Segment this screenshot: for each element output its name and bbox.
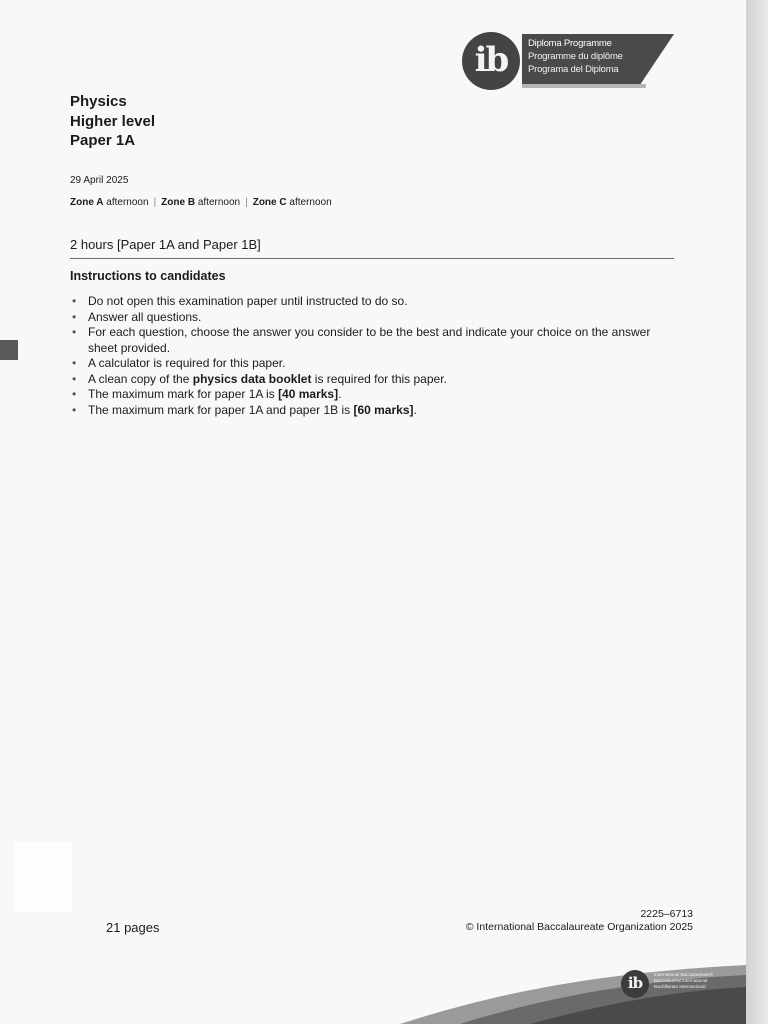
zone-a-label: Zone A bbox=[70, 197, 104, 208]
instruction-item: • A calculator is required for this paper. bbox=[70, 356, 670, 372]
zone-times bbox=[70, 197, 332, 208]
instruction-item: • A clean copy of the physics data booklet is required for this paper. bbox=[70, 372, 670, 388]
exam-date: 29 April 2025 bbox=[70, 175, 129, 186]
exam-duration: 2 hours [Paper 1A and Paper 1B] bbox=[70, 237, 261, 252]
ib-logo-icon: ib bbox=[462, 32, 520, 90]
zone-c-time: afternoon bbox=[289, 197, 332, 208]
instruction-item: • For each question, choose the answer you consider to be the best and indicate your choice on the answer sheet provided. bbox=[70, 325, 670, 356]
logo-shadow bbox=[522, 84, 646, 88]
zone-separator: | bbox=[245, 197, 248, 208]
paper-title: Paper 1A bbox=[70, 132, 136, 149]
instruction-item: • Answer all questions. bbox=[70, 310, 670, 326]
instructions-list bbox=[70, 294, 670, 418]
zone-b-time: afternoon bbox=[197, 197, 241, 208]
copyright-notice: © International Baccalaureate Organization 2025 bbox=[465, 921, 693, 933]
zone-c-label: Zone C bbox=[252, 197, 287, 208]
zone-b-label: Zone B bbox=[161, 197, 196, 208]
page-count: 21 pages bbox=[106, 920, 160, 935]
ib-footer-logo-icon: ib bbox=[621, 970, 649, 998]
logo-line-fr: Programme du diplôme bbox=[528, 51, 623, 62]
paper-code: 2225–6713 bbox=[640, 908, 693, 920]
level-title: Higher level bbox=[70, 112, 156, 130]
marks-emphasis: [60 marks] bbox=[353, 402, 414, 417]
exam-title bbox=[70, 92, 155, 151]
page-edge bbox=[746, 0, 768, 1024]
subject-title: Physics bbox=[70, 93, 127, 110]
footer-logo-names: International Baccalaureate® Baccalauréat International Bachillerato Internacional bbox=[654, 972, 714, 989]
instruction-item: • The maximum mark for paper 1A is [40 marks]. bbox=[70, 387, 670, 403]
data-booklet-emphasis: physics data booklet bbox=[192, 371, 312, 386]
instruction-item: • The maximum mark for paper 1A and paper 1B is [60 marks]. bbox=[70, 403, 670, 419]
marks-emphasis: [40 marks] bbox=[278, 387, 339, 401]
section-divider bbox=[70, 258, 674, 259]
instruction-item: • Do not open this examination paper until instructed to do so. bbox=[70, 294, 670, 310]
scan-margin-mark bbox=[0, 340, 18, 360]
zone-a-time: afternoon bbox=[106, 197, 149, 208]
zone-separator: | bbox=[153, 197, 157, 208]
scan-artifact bbox=[14, 842, 72, 912]
ib-diploma-logo bbox=[462, 30, 676, 94]
logo-line-en: Diploma Programme bbox=[528, 38, 612, 49]
logo-line-es: Programa del Diploma bbox=[528, 64, 619, 75]
logo-programme-names bbox=[528, 37, 623, 76]
instructions-heading: Instructions to candidates bbox=[70, 269, 226, 283]
